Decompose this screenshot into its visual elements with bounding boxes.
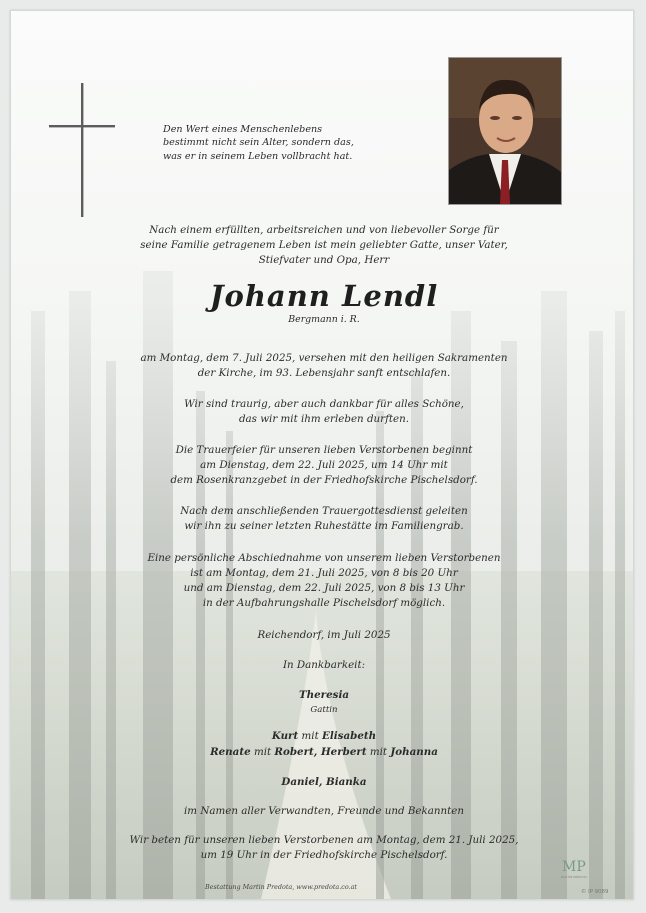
deceased-name: Johann Lendl — [209, 279, 439, 313]
mourner-name: Elisabeth — [322, 730, 377, 742]
mourner-widow-role: Gattin — [310, 705, 338, 715]
mourner-name: Robert, Herbert — [274, 746, 367, 758]
mourner-connector: mit — [253, 746, 272, 758]
motto-line: Den Wert eines Menschenlebens — [163, 124, 323, 135]
paragraph-line: das wir mit ihm erleben durften. — [238, 412, 410, 425]
gratitude-heading: In Dankbarkeit: — [282, 659, 366, 671]
obituary-page — [10, 10, 634, 900]
paragraph-line: wir ihn zu seiner letzten Ruhestätte im Familiengrab. — [184, 519, 464, 532]
paragraph-line: Die Trauerfeier für unseren lieben Verstorbenen beginnt — [175, 444, 473, 456]
mourner-widow — [81, 689, 567, 701]
intro-line: seine Familie getragenem Leben ist mein geliebter Gatte, unser Vater, — [140, 238, 508, 251]
mourner-name: Johanna — [390, 746, 438, 758]
paragraph-line: dem Rosenkranzgebet in der Friedhofskirche Pischelsdorf. — [170, 473, 478, 486]
paragraph-line: am Dienstag, dem 22. Juli 2025, um 14 Uhr mit — [200, 458, 448, 471]
paragraph-burial — [81, 504, 567, 534]
portrait-photo — [448, 57, 562, 205]
paragraph-line: am Montag, dem 7. Juli 2025, versehen mit den heiligen Sakramenten — [140, 352, 508, 364]
funeral-home-logo — [554, 856, 594, 880]
logo-caption: MARTIN PREDOTA — [560, 875, 588, 879]
paragraph-line: in der Aufbahrungshalle Pischelsdorf möglich. — [202, 596, 446, 609]
mourner-name: Theresia — [298, 689, 350, 701]
paragraph-viewing — [81, 551, 567, 611]
prayer-notice — [81, 833, 567, 863]
intro-text — [111, 223, 537, 267]
paragraph-line: Eine persönliche Abschiednahme von unserem lieben Verstorbenen — [147, 552, 501, 564]
mourner-name: Kurt — [271, 730, 299, 742]
intro-line: Stiefvater und Opa, Herr — [258, 253, 390, 266]
paragraph-line: und am Dienstag, dem 22. Juli 2025, von 8 bis 13 Uhr — [183, 581, 465, 594]
mourner-connector: mit — [301, 730, 319, 742]
mourner-name: Renate — [210, 746, 251, 758]
paragraph-line: Nach dem anschließenden Trauergottesdienst geleiten — [180, 505, 468, 517]
print-code: © IP 9089 — [581, 889, 609, 895]
funeral-home-footer: Bestattung Martin Predota, www.predota.co.at — [205, 883, 357, 891]
paragraph-line: Wir sind traurig, aber auch dankbar für alles Schöne, — [184, 398, 464, 410]
mourner-connector: mit — [369, 746, 388, 758]
motto-line: bestimmt nicht sein Alter, sondern das, — [163, 137, 354, 149]
paragraph-line: um 19 Uhr in der Friedhofskirche Pischelsdorf. — [200, 848, 448, 861]
motto-line: was er in seinem Leben vollbracht hat. — [163, 150, 353, 162]
place-date: Reichendorf, im Juli 2025 — [257, 629, 391, 641]
motto-quote — [163, 123, 379, 163]
mourner-relatives: im Namen aller Verwandten, Freunde und Bekannten — [183, 805, 465, 817]
paragraph-death-notice — [81, 351, 567, 381]
logo-letters: MP — [562, 859, 586, 875]
mourner-children-line — [81, 730, 567, 742]
mourner-children-line — [81, 746, 567, 758]
mourner-grandchildren — [81, 776, 567, 788]
intro-line: Nach einem erfüllten, arbeitsreichen und von liebevoller Sorge für — [149, 224, 499, 236]
cross-icon — [11, 11, 131, 231]
paragraph-line: der Kirche, im 93. Lebensjahr sanft entschlafen. — [197, 366, 451, 379]
paragraph-gratitude — [81, 397, 567, 427]
paragraph-funeral-service — [81, 443, 567, 488]
paragraph-line: ist am Montag, dem 21. Juli 2025, von 8 bis 20 Uhr — [190, 566, 458, 579]
paragraph-line: Wir beten für unseren lieben Verstorbenen am Montag, dem 21. Juli 2025, — [129, 834, 519, 846]
deceased-occupation: Bergmann i. R. — [288, 314, 360, 325]
mourner-name: Daniel, Bianka — [281, 776, 367, 788]
